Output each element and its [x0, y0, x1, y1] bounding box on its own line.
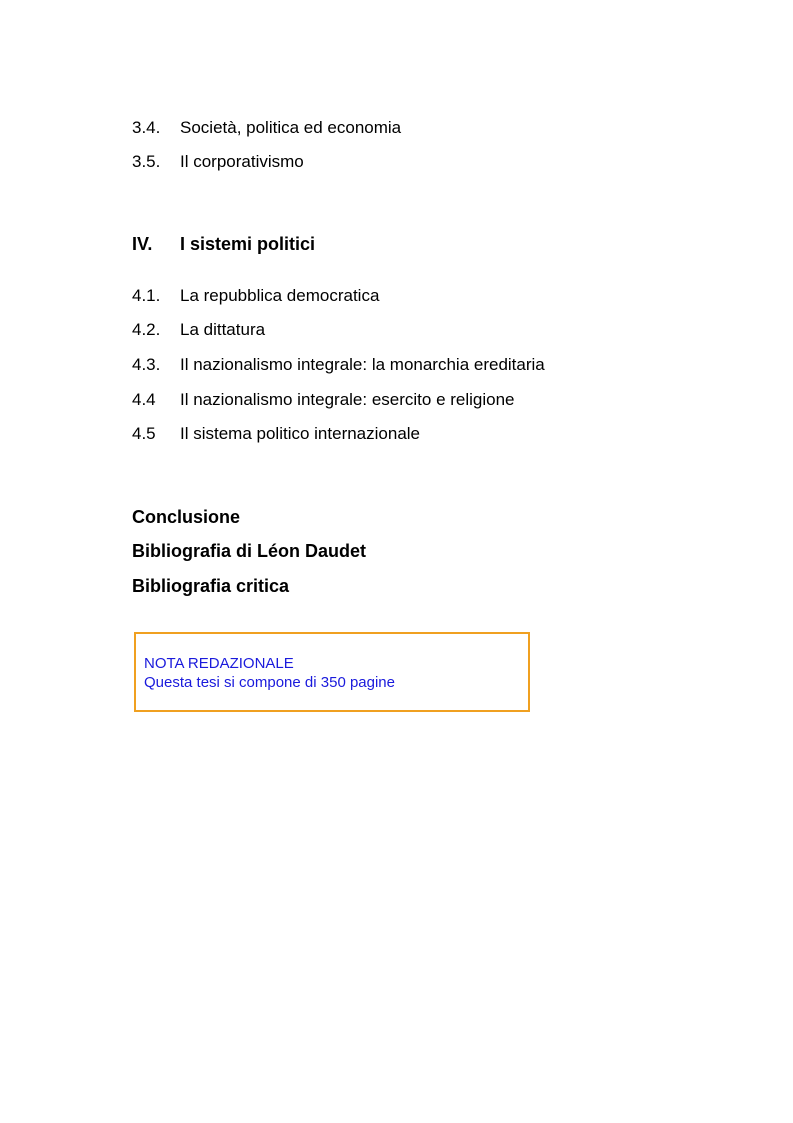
- toc-entry-4-3: [132, 355, 545, 375]
- toc-entry-number: 4.2.: [132, 320, 161, 339]
- bibliography-critical-heading: Bibliografia critica: [132, 576, 290, 596]
- toc-entry-number: 4.5: [132, 424, 156, 443]
- toc-entry-number: 4.1.: [132, 286, 161, 305]
- toc-entry-title: Società, politica ed economia: [180, 118, 402, 137]
- toc-entry-4-1: [132, 286, 379, 306]
- toc-entry-3-4: [132, 118, 401, 138]
- toc-entry-number: 3.4.: [132, 118, 161, 137]
- toc-entry-title: Il sistema politico internazionale: [180, 424, 421, 443]
- conclusion-heading: Conclusione: [132, 507, 241, 527]
- editorial-note-text: Questa tesi si compone di 350 pagine: [144, 674, 395, 691]
- editorial-note-box: [134, 632, 530, 712]
- toc-entry-title: La repubblica democratica: [180, 286, 380, 305]
- chapter-title: I sistemi politici: [180, 234, 316, 254]
- bibliography-author-heading: Bibliografia di Léon Daudet: [132, 541, 367, 561]
- toc-chapter-4: [132, 234, 315, 254]
- toc-entry-title: Il corporativismo: [180, 152, 304, 171]
- toc-entry-number: 4.3.: [132, 355, 161, 374]
- toc-entry-title: La dittatura: [180, 320, 266, 339]
- editorial-note-heading: NOTA REDAZIONALE: [144, 655, 294, 672]
- toc-entry-4-4: [132, 390, 515, 410]
- toc-entry-4-5: [132, 424, 420, 444]
- toc-entry-title: Il nazionalismo integrale: esercito e religione: [180, 390, 515, 409]
- chapter-number: IV.: [132, 234, 153, 254]
- toc-entry-4-2: [132, 320, 265, 340]
- toc-entry-title: Il nazionalismo integrale: la monarchia ereditaria: [180, 355, 545, 374]
- toc-entry-3-5: [132, 152, 304, 172]
- toc-entry-number: 4.4: [132, 390, 156, 409]
- toc-entry-number: 3.5.: [132, 152, 161, 171]
